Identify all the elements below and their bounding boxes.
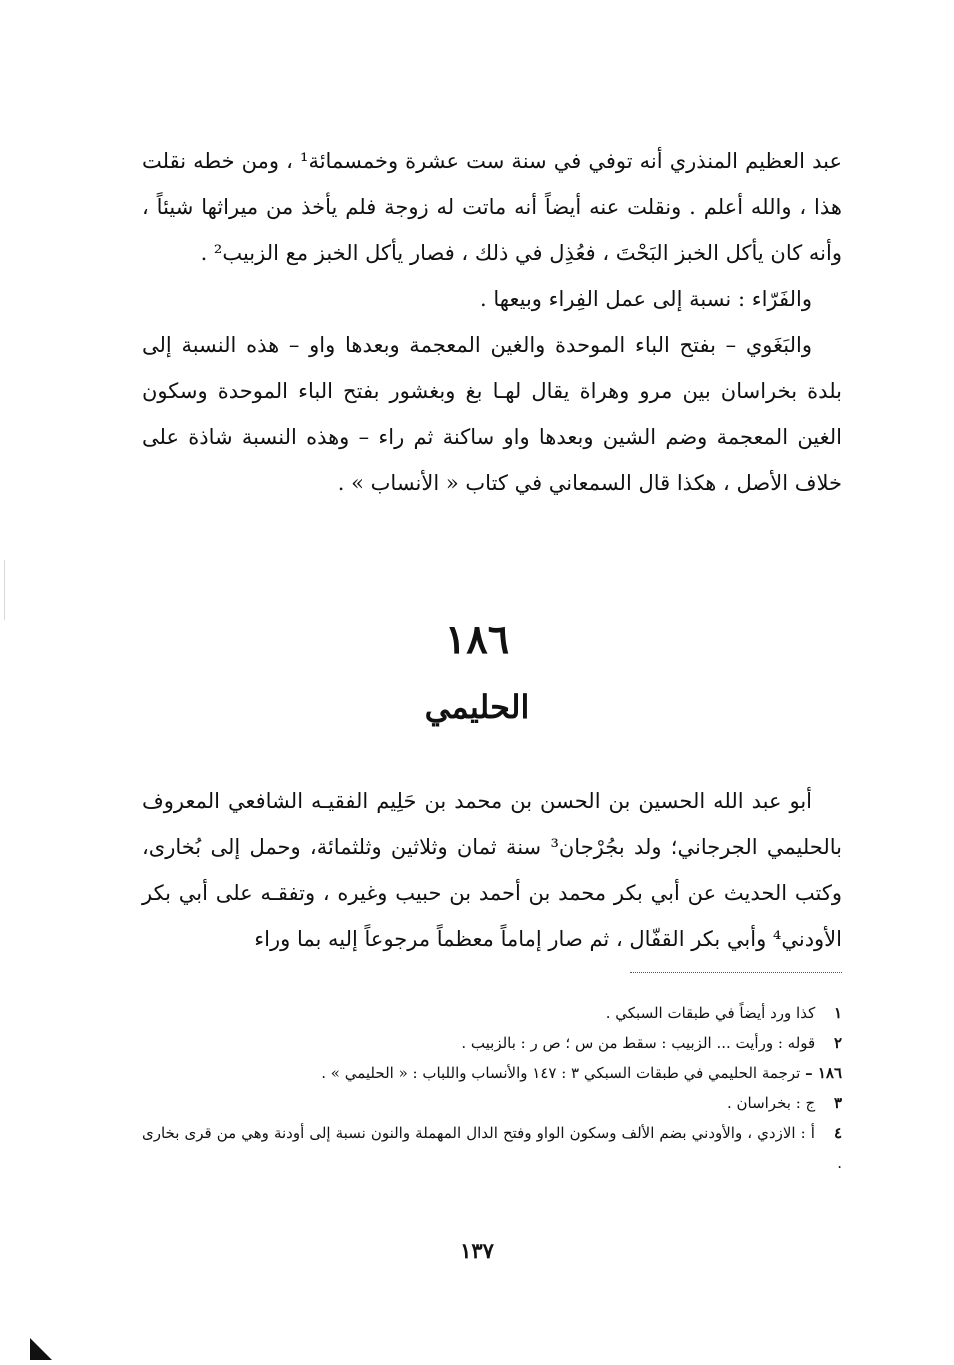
entry-number: ١٨٦ xyxy=(444,616,510,663)
footnote-item xyxy=(142,1028,842,1058)
footnote-text: أ : الازدي ، والأودني بضم الألف وسكون الواو وفتح الدال المهملة والنون نسبة إلى أودنة وهي من قرى بخارى . xyxy=(142,1124,842,1172)
footnote-item xyxy=(142,1058,842,1088)
footnote-text: قوله : ورأيت ... الزبيب : سقط من س ؛ ص ر : بالزبيب . xyxy=(461,1034,816,1052)
continued-paragraph: عبد العظيم المنذري أنه توفي في سنة ست عشرة وخمسمائة¹ ، ومن خطه نقلت هذا ، والله أعلم . ونقلت عنه أيضاً أنه ماتت له زوجة فلم يأخذ من ميراثها شيئاً ، وأنه كان يأكل الخبز البَحْتَ ، فعُذِل في ذلك ، فصار يأكل الخبز مع الزبيب² . xyxy=(142,149,842,265)
entry-body-paragraph: أبو عبد الله الحسين بن الحسن بن محمد بن حَلِيم الفقيـه الشافعي المعروف بالحليمي الجرجاني؛ ولد بجُرْجان³ سنة ثمان وثلاثين وثلثمائة، وحمل إلى بُخارى، وكتب الحديث عن أبي بكر محمد بن أحمد بن حبيب وغيره ، وتفقـه على أبي بكر الأودني⁴ وأبي بكر القفّال ، ثم صار إماماً معظماً مرجوعاً إليه بما وراء xyxy=(142,789,842,951)
footnote-text: ترجمة الحليمي في طبقات السبكي ٣ : ١٤٧ والأنساب واللباب : « الحليمي » . xyxy=(321,1064,801,1082)
footnote-number: ٤ xyxy=(833,1124,842,1142)
footnote-text: ج : بخراسان . xyxy=(726,1094,816,1112)
footnote-number: ٢ xyxy=(833,1034,842,1052)
page-number: ١٣٧ xyxy=(460,1238,494,1263)
margin-line xyxy=(4,560,5,620)
footnote-text: كذا ورد أيضاً في طبقات السبكي . xyxy=(605,1004,816,1022)
corner-triangle-mark xyxy=(30,1338,52,1360)
footnote-item xyxy=(142,1088,842,1118)
footnote-number: ١ xyxy=(833,1004,842,1022)
entry-body-block xyxy=(142,778,842,962)
footnote-number: ١٨٦ – xyxy=(805,1064,842,1082)
footnote-number: ٣ xyxy=(833,1094,842,1112)
footnotes-section xyxy=(142,998,842,1178)
baghawi-definition-paragraph: والبَغَوي – بفتح الباء الموحدة والغين المعجمة وبعدها واو – هذه النسبة إلى بلدة بخراسان بين مرو وهراة يقال لهـا بغ وبغشور بفتح الباء الموحدة وسكون الغين المعجمة وضم الشين وبعدها واو ساكنة ثم راء – وهذه النسبة شاذة على خلاف الأصل ، هكذا قال السمعاني في كتاب « الأنساب » . xyxy=(142,333,842,495)
footnote-item xyxy=(142,998,842,1028)
footnote-divider xyxy=(630,972,842,973)
continued-text-block xyxy=(142,138,842,506)
footnote-item xyxy=(142,1118,842,1178)
entry-title: الحليمي xyxy=(424,688,530,726)
farra-definition-paragraph: والفَرّاء : نسبة إلى عمل الفِراء وبيعها . xyxy=(480,287,812,311)
